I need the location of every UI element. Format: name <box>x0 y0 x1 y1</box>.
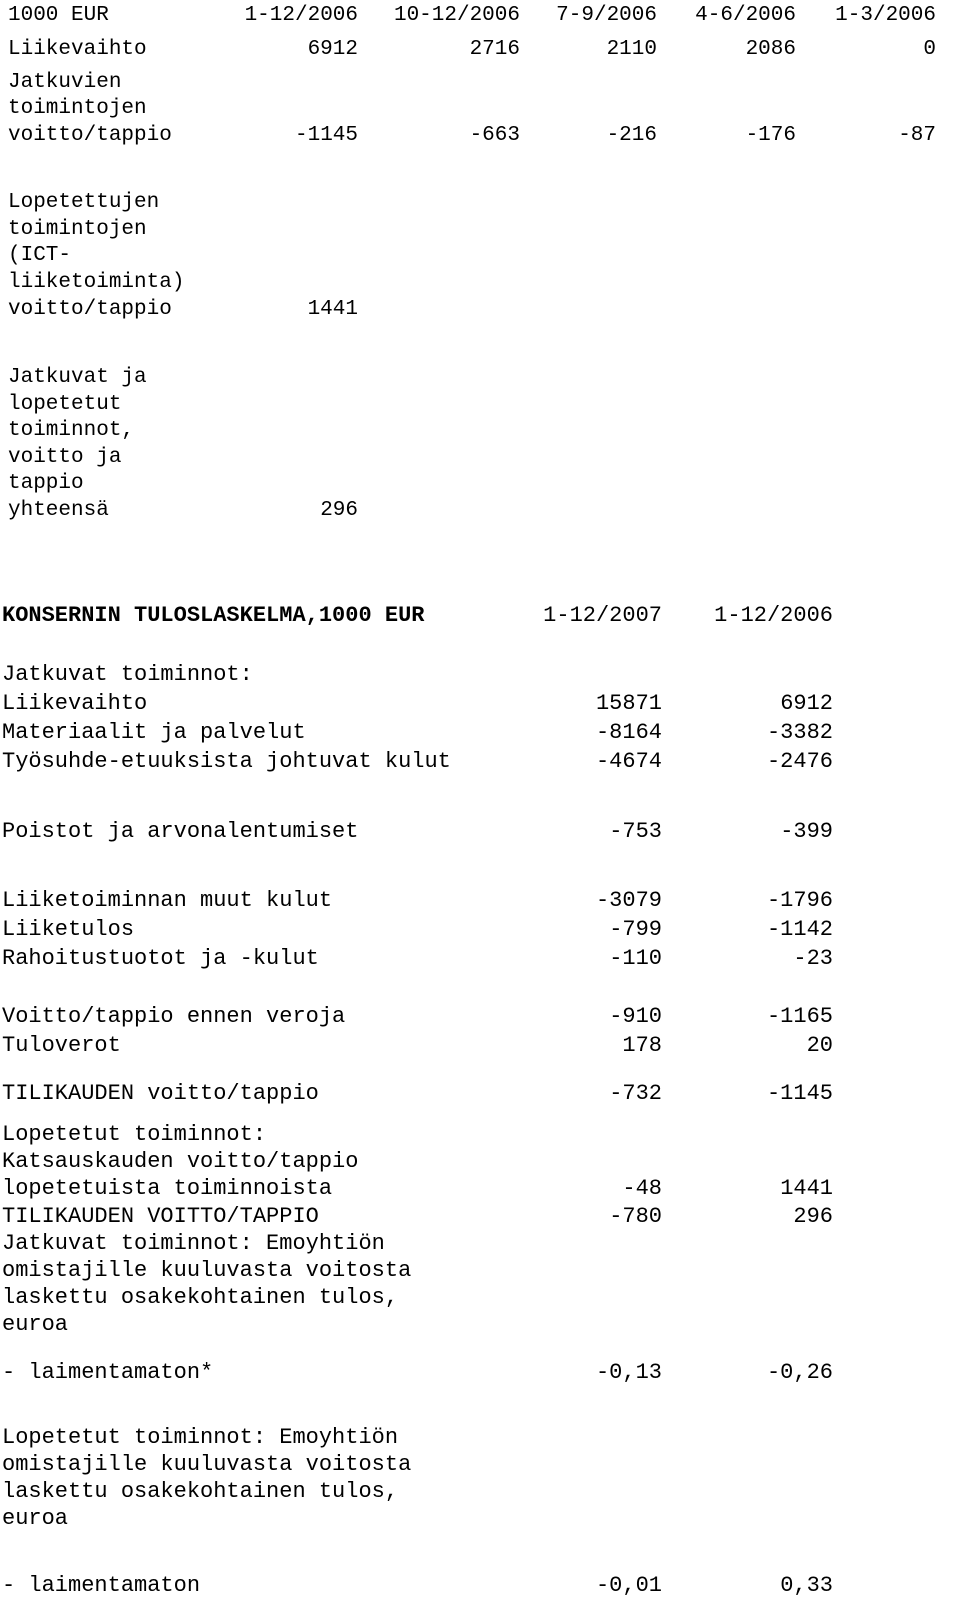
statement-row-label: Rahoitustuotot ja -kulut <box>2 946 319 971</box>
quarterly-row-label: yhteensä <box>8 499 109 522</box>
statement-value-2007: -8164 <box>595 720 662 745</box>
statement-value-2006: -23 <box>793 946 833 971</box>
section-heading: Jatkuvat toiminnot: <box>2 662 253 687</box>
statement-value-2007: -48 <box>622 1176 662 1201</box>
quarterly-cell: 0 <box>923 38 936 61</box>
quarterly-row-label: voitto ja <box>8 446 122 469</box>
quarterly-row-label: toimintojen <box>8 218 147 241</box>
eps-discontinued-description: euroa <box>2 1506 69 1531</box>
statement-value-2006: -1142 <box>766 917 833 942</box>
quarterly-cell: 6912 <box>307 38 358 61</box>
quarterly-cell: -176 <box>745 124 796 147</box>
statement-row-label: Poistot ja arvonalentumiset <box>2 819 359 844</box>
statement-row-label: lopetetuista toiminnoista <box>2 1176 333 1201</box>
quarterly-row-label: Jatkuvien <box>8 71 122 94</box>
statement-row-label: Katsauskauden voitto/tappio <box>2 1149 359 1174</box>
quarterly-row-label: Lopetettujen <box>8 191 160 214</box>
quarterly-row-label: liiketoiminta) <box>8 271 185 294</box>
eps-continuing-description: laskettu osakekohtainen tulos, <box>2 1285 399 1310</box>
quarterly-unit: 1000 EUR <box>8 4 109 27</box>
quarterly-cell: 2716 <box>469 38 520 61</box>
quarterly-cell: -663 <box>469 124 520 147</box>
quarterly-row-label: tappio <box>8 472 84 495</box>
eps-continuing-description: euroa <box>2 1312 69 1337</box>
statement-value-2007: -3079 <box>595 888 662 913</box>
statement-row-label: Liiketulos <box>2 917 135 942</box>
quarterly-cell: -87 <box>898 124 936 147</box>
statement-value-2007: -732 <box>609 1081 662 1106</box>
quarterly-cell: 2110 <box>606 38 657 61</box>
quarterly-period-4: 4-6/2006 <box>695 4 796 27</box>
statement-row-label: Liiketoiminnan muut kulut <box>2 888 333 913</box>
statement-value-2006: -1796 <box>766 888 833 913</box>
quarterly-row-label: voitto/tappio <box>8 298 172 321</box>
section-heading: Lopetetut toiminnot: <box>2 1122 267 1147</box>
quarterly-row-label: (ICT- <box>8 244 72 267</box>
quarterly-row-label: Liikevaihto <box>8 38 147 61</box>
quarterly-row-label: voitto/tappio <box>8 124 172 147</box>
statement-value-2006: -2476 <box>766 749 833 774</box>
quarterly-cell: -216 <box>606 124 657 147</box>
eps-discontinued-description: laskettu osakekohtainen tulos, <box>2 1479 399 1504</box>
quarterly-cell: 2086 <box>745 38 796 61</box>
statement-total-2006: 296 <box>793 1204 833 1229</box>
statement-title: KONSERNIN TULOSLASKELMA,1000 EUR <box>2 603 425 628</box>
statement-value-2006: 1441 <box>780 1176 833 1201</box>
statement-value-2006: -1145 <box>766 1081 833 1106</box>
statement-row-label: Tuloverot <box>2 1033 121 1058</box>
statement-value-2006: 6912 <box>780 691 833 716</box>
eps-continuing-label: - laimentamaton* <box>2 1360 214 1385</box>
statement-row-label: TILIKAUDEN voitto/tappio <box>2 1081 319 1106</box>
column-header-2007: 1-12/2007 <box>543 603 662 628</box>
quarterly-row-label: Jatkuvat ja <box>8 366 147 389</box>
statement-row-label: Materiaalit ja palvelut <box>2 720 306 745</box>
statement-row-label: Voitto/tappio ennen veroja <box>2 1004 346 1029</box>
eps-discontinued-2006: 0,33 <box>780 1573 833 1598</box>
quarterly-cell: 1441 <box>307 298 358 321</box>
statement-value-2007: 178 <box>622 1033 662 1058</box>
statement-value-2006: -3382 <box>766 720 833 745</box>
eps-discontinued-description: Lopetetut toiminnot: Emoyhtiön <box>2 1425 399 1450</box>
eps-continuing-description: Jatkuvat toiminnot: Emoyhtiön <box>2 1231 385 1256</box>
statement-row-label: Työsuhde-etuuksista johtuvat kulut <box>2 749 451 774</box>
statement-value-2007: -110 <box>609 946 662 971</box>
eps-discontinued-2007: -0,01 <box>595 1573 662 1598</box>
quarterly-row-label: toiminnot, <box>8 419 135 442</box>
quarterly-period-1: 1-12/2006 <box>244 4 358 27</box>
quarterly-row-label: toimintojen <box>8 97 147 120</box>
eps-continuing-2007: -0,13 <box>595 1360 662 1385</box>
statement-value-2007: -910 <box>609 1004 662 1029</box>
eps-discontinued-label: - laimentamaton <box>2 1573 201 1598</box>
statement-value-2006: -399 <box>780 819 833 844</box>
statement-value-2007: -753 <box>609 819 662 844</box>
quarterly-period-3: 7-9/2006 <box>556 4 657 27</box>
statement-value-2006: -1165 <box>766 1004 833 1029</box>
eps-discontinued-description: omistajille kuuluvasta voitosta <box>2 1452 412 1477</box>
statement-value-2006: 20 <box>806 1033 833 1058</box>
eps-continuing-description: omistajille kuuluvasta voitosta <box>2 1258 412 1283</box>
statement-total-2007: -780 <box>609 1204 662 1229</box>
statement-value-2007: 15871 <box>595 691 662 716</box>
statement-value-2007: -799 <box>609 917 662 942</box>
statement-value-2007: -4674 <box>595 749 662 774</box>
statement-row-label: Liikevaihto <box>2 691 148 716</box>
quarterly-cell: -1145 <box>294 124 358 147</box>
quarterly-period-2: 10-12/2006 <box>393 4 520 27</box>
eps-continuing-2006: -0,26 <box>766 1360 833 1385</box>
statement-total-label: TILIKAUDEN VOITTO/TAPPIO <box>2 1204 319 1229</box>
quarterly-cell: 296 <box>320 499 358 522</box>
quarterly-row-label: lopetetut <box>8 393 122 416</box>
column-header-2006: 1-12/2006 <box>714 603 833 628</box>
quarterly-period-5: 1-3/2006 <box>835 4 936 27</box>
